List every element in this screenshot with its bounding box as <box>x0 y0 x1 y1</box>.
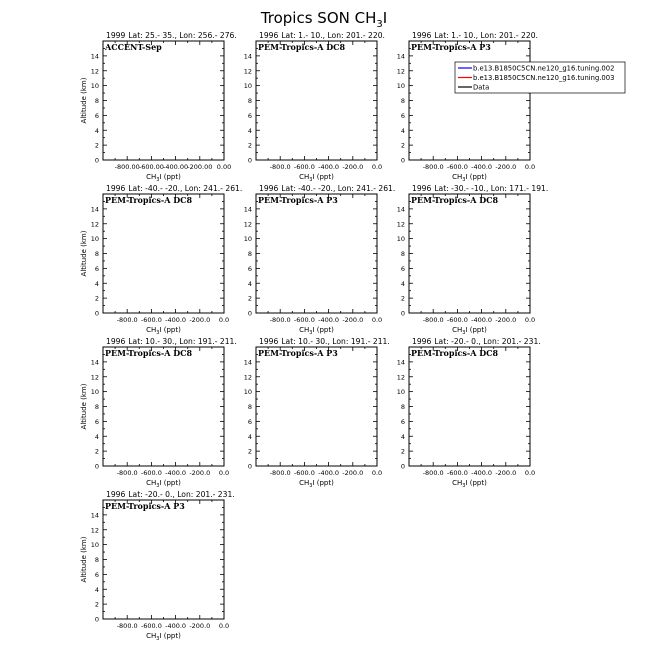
y-tick-label: 8 <box>247 97 252 105</box>
x-tick-label: -400.0 <box>471 469 493 477</box>
panel-region: Lat: -20.- 0., Lon: 201.- 231. <box>434 337 541 346</box>
panel-8 <box>244 337 390 489</box>
y-tick-label: 10 <box>90 388 99 397</box>
x-tick-label: -600.0 <box>446 316 468 324</box>
panel-year: 1996 <box>412 337 432 346</box>
y-tick-label: 2 <box>94 294 99 303</box>
y-axis-label: Altitude (km) <box>80 383 88 430</box>
x-tick-label: -800.0 <box>116 469 138 477</box>
y-tick-label: 2 <box>94 600 99 609</box>
y-tick-label: 12 <box>243 373 252 382</box>
y-tick-label: 6 <box>400 111 405 120</box>
y-tick-label: 10 <box>396 82 405 91</box>
y-tick-label: 4 <box>247 126 252 135</box>
x-tick-label: -800.0 <box>269 163 291 171</box>
x-tick-label: -800.0 <box>422 316 444 324</box>
y-tick-label: 8 <box>94 403 99 411</box>
panel-region: Lat: -20.- 0., Lon: 201.- 231. <box>128 490 235 499</box>
panel-header <box>412 31 538 40</box>
x-tick-label: -400.0 <box>318 316 340 324</box>
legend-entry: b.e13.B1850C5CN.ne120_g16.tuning.003 <box>473 74 615 82</box>
y-tick-label: 4 <box>247 279 252 288</box>
y-tick-label: 8 <box>94 250 99 258</box>
campaign-label: PEM-Tropics-A DC8 <box>105 348 193 358</box>
y-tick-label: 8 <box>247 250 252 258</box>
x-tick-label: 0.0 <box>218 469 230 477</box>
y-tick-label: 12 <box>396 67 405 76</box>
panel-header <box>412 337 541 346</box>
plot-frame <box>256 347 377 466</box>
plot-frame <box>409 194 530 313</box>
campaign-label: PEM-Tropics-A P3 <box>258 195 338 205</box>
y-tick-label: 10 <box>243 82 252 91</box>
legend-entry: b.e13.B1850C5CN.ne120_g16.tuning.002 <box>473 64 615 73</box>
x-axis-label: $CH_3I$ (ppt) <box>146 326 181 336</box>
figure-title: Tropics SON $CH_3I$ <box>260 9 388 30</box>
x-axis-label: $CH_3I$ (ppt) <box>452 173 487 183</box>
campaign-label: PEM-Tropics-A P3 <box>411 42 491 52</box>
y-tick-label: 2 <box>247 141 252 150</box>
panel-header <box>106 490 235 499</box>
x-tick-label: -600.0 <box>446 163 468 171</box>
y-tick-label: 14 <box>90 205 99 214</box>
panel-year: 1996 <box>412 184 432 193</box>
legend-entry: Data <box>473 83 490 92</box>
x-tick-label: 0.0 <box>524 316 536 324</box>
y-tick-label: 2 <box>400 294 405 303</box>
y-axis-label: Altitude (km) <box>80 77 88 124</box>
y-tick-label: 10 <box>90 235 99 244</box>
y-tick-label: 4 <box>400 126 405 135</box>
y-tick-label: 12 <box>396 373 405 382</box>
x-tick-label: -400.0 <box>318 469 340 477</box>
y-tick-label: 6 <box>94 111 99 120</box>
y-tick-label: 14 <box>243 205 252 214</box>
y-axis-label: Altitude (km) <box>80 536 88 583</box>
y-tick-label: 0 <box>400 462 405 471</box>
panel-year: 1996 <box>259 31 279 40</box>
y-tick-label: 2 <box>247 294 252 303</box>
y-tick-label: 8 <box>400 403 405 411</box>
y-tick-label: 14 <box>243 52 252 61</box>
y-tick-label: 14 <box>90 52 99 61</box>
x-tick-label: -800.0 <box>116 622 138 630</box>
y-tick-label: 6 <box>400 417 405 426</box>
x-tick-label: -400.0 <box>471 316 493 324</box>
panel-year: 1996 <box>106 490 126 499</box>
panel-header <box>259 31 385 40</box>
x-tick-label: 0.0 <box>371 469 383 477</box>
x-tick-label: 0.0 <box>524 163 536 171</box>
x-tick-label: 0.00 <box>216 163 232 171</box>
y-tick-label: 2 <box>400 141 405 150</box>
x-tick-label: -200.0 <box>495 163 517 171</box>
y-tick-label: 12 <box>396 220 405 229</box>
panel-region: Lat: 10.- 30., Lon: 191.- 211. <box>281 337 390 346</box>
x-tick-label: -200.0 <box>342 316 364 324</box>
y-tick-label: 6 <box>400 264 405 273</box>
y-tick-label: 10 <box>90 82 99 91</box>
x-axis-label: $CH_3I$ (ppt) <box>146 173 181 183</box>
panel-header <box>106 337 237 346</box>
x-tick-label: -600.00 <box>138 163 164 171</box>
y-tick-label: 0 <box>94 309 99 318</box>
campaign-label: PEM-Tropics-A DC8 <box>105 195 193 205</box>
y-tick-label: 4 <box>400 432 405 441</box>
x-tick-label: -200.0 <box>495 469 517 477</box>
x-tick-label: -600.0 <box>446 469 468 477</box>
y-tick-label: 8 <box>400 97 405 105</box>
y-tick-label: 14 <box>243 358 252 367</box>
x-tick-label: -200.00 <box>187 163 213 171</box>
y-tick-label: 6 <box>94 264 99 273</box>
y-tick-label: 8 <box>247 403 252 411</box>
x-tick-label: -600.0 <box>293 469 315 477</box>
plot-frame <box>103 347 224 466</box>
panel-year: 1996 <box>106 184 126 193</box>
plot-frame <box>256 41 377 160</box>
y-tick-label: 8 <box>94 556 99 564</box>
panel-year: 1996 <box>259 337 279 346</box>
plot-frame <box>409 41 530 160</box>
panel-1 <box>80 31 237 183</box>
x-tick-label: -600.0 <box>293 163 315 171</box>
y-tick-label: 6 <box>247 264 252 273</box>
y-tick-label: 4 <box>400 279 405 288</box>
panel-region: Lat: -40.- -20., Lon: 241.- 261. <box>128 184 243 193</box>
x-axis-label: $CH_3I$ (ppt) <box>299 173 334 183</box>
campaign-label: PEM-Tropics-A P3 <box>105 501 185 511</box>
y-tick-label: 12 <box>90 220 99 229</box>
x-tick-label: -200.0 <box>495 316 517 324</box>
x-axis-label: $CH_3I$ (ppt) <box>146 632 181 642</box>
campaign-label: ACCENT-Sep <box>105 42 162 52</box>
panel-region: Lat: 1.- 10., Lon: 201.- 220. <box>281 31 385 40</box>
legend <box>455 62 625 93</box>
x-tick-label: -400.0 <box>165 469 187 477</box>
x-tick-label: -400.0 <box>318 163 340 171</box>
panel-9 <box>397 337 541 489</box>
panel-region: Lat: 1.- 10., Lon: 201.- 220. <box>434 31 538 40</box>
y-tick-label: 12 <box>243 220 252 229</box>
x-axis-label: $CH_3I$ (ppt) <box>299 326 334 336</box>
y-tick-label: 12 <box>243 67 252 76</box>
panel-year: 1996 <box>106 337 126 346</box>
y-tick-label: 6 <box>94 417 99 426</box>
campaign-label: PEM-Tropics-A P3 <box>258 348 338 358</box>
y-tick-label: 0 <box>247 156 252 165</box>
x-tick-label: -400.0 <box>471 163 493 171</box>
x-tick-label: -200.0 <box>189 622 211 630</box>
panel-header <box>106 184 242 193</box>
x-tick-label: -800.0 <box>422 469 444 477</box>
y-tick-label: 14 <box>90 358 99 367</box>
y-tick-label: 2 <box>94 141 99 150</box>
campaign-label: PEM-Tropics-A DC8 <box>411 348 499 358</box>
x-tick-label: -600.0 <box>140 316 162 324</box>
plot-frame <box>103 194 224 313</box>
panel-region: Lat: -30.- -10., Lon: 171.- 191. <box>434 184 549 193</box>
y-tick-label: 0 <box>94 156 99 165</box>
y-tick-label: 6 <box>94 570 99 579</box>
x-tick-label: -600.0 <box>293 316 315 324</box>
y-tick-label: 4 <box>94 279 99 288</box>
panel-header <box>412 184 548 193</box>
campaign-label: PEM-Tropics-A DC8 <box>258 42 346 52</box>
panel-header <box>259 337 390 346</box>
x-tick-label: -400.0 <box>165 316 187 324</box>
x-tick-label: 0.0 <box>218 622 230 630</box>
y-tick-label: 6 <box>247 111 252 120</box>
y-tick-label: 0 <box>247 462 252 471</box>
y-tick-label: 10 <box>243 388 252 397</box>
panel-header <box>106 31 237 40</box>
y-tick-label: 4 <box>94 585 99 594</box>
panel-4 <box>80 184 242 336</box>
panel-region: Lat: 10.- 30., Lon: 191.- 211. <box>128 337 237 346</box>
panel-7 <box>80 337 237 489</box>
y-tick-label: 12 <box>90 67 99 76</box>
y-tick-label: 14 <box>396 205 405 214</box>
panel-grid <box>80 31 548 642</box>
y-axis-label: Altitude (km) <box>80 230 88 277</box>
y-tick-label: 8 <box>94 97 99 105</box>
x-tick-label: -400.00 <box>163 163 189 171</box>
x-tick-label: 0.0 <box>371 316 383 324</box>
x-tick-label: 0.0 <box>371 163 383 171</box>
y-tick-label: 0 <box>247 309 252 318</box>
x-tick-label: -600.0 <box>140 622 162 630</box>
panel-region: Lat: 25.- 35., Lon: 256.- 276. <box>128 31 237 40</box>
panel-10 <box>80 490 235 642</box>
y-tick-label: 8 <box>400 250 405 258</box>
plot-frame <box>256 194 377 313</box>
y-tick-label: 10 <box>396 235 405 244</box>
panel-region: Lat: -40.- -20., Lon: 241.- 261. <box>281 184 396 193</box>
y-tick-label: 6 <box>247 417 252 426</box>
x-tick-label: 0.0 <box>218 316 230 324</box>
panel-5 <box>244 184 396 336</box>
x-tick-label: -800.0 <box>422 163 444 171</box>
y-tick-label: 0 <box>94 462 99 471</box>
panel-6 <box>397 184 549 336</box>
y-tick-label: 12 <box>90 373 99 382</box>
x-tick-label: -800.0 <box>269 469 291 477</box>
y-tick-label: 14 <box>396 52 405 61</box>
y-tick-label: 14 <box>90 511 99 520</box>
x-tick-label: 0.0 <box>524 469 536 477</box>
x-tick-label: -400.0 <box>165 622 187 630</box>
x-tick-label: -800.0 <box>116 316 138 324</box>
x-tick-label: -800.0 <box>269 316 291 324</box>
y-tick-label: 2 <box>247 447 252 456</box>
x-tick-label: -200.0 <box>189 316 211 324</box>
panel-year: 1999 <box>106 31 126 40</box>
x-tick-label: -800.00 <box>114 163 140 171</box>
plot-frame <box>409 347 530 466</box>
x-axis-label: $CH_3I$ (ppt) <box>146 479 181 489</box>
y-tick-label: 14 <box>396 358 405 367</box>
campaign-label: PEM-Tropics-A DC8 <box>411 195 499 205</box>
y-tick-label: 10 <box>90 541 99 550</box>
x-tick-label: -600.0 <box>140 469 162 477</box>
y-tick-label: 2 <box>94 447 99 456</box>
panel-year: 1996 <box>412 31 432 40</box>
y-tick-label: 12 <box>90 526 99 535</box>
panel-2 <box>244 31 385 183</box>
y-tick-label: 10 <box>243 235 252 244</box>
x-axis-label: $CH_3I$ (ppt) <box>452 326 487 336</box>
y-tick-label: 10 <box>396 388 405 397</box>
panel-header <box>259 184 395 193</box>
panel-3 <box>397 31 538 183</box>
y-tick-label: 0 <box>400 309 405 318</box>
x-tick-label: -200.0 <box>342 163 364 171</box>
plot-frame <box>103 500 224 619</box>
panel-year: 1996 <box>259 184 279 193</box>
y-tick-label: 4 <box>94 126 99 135</box>
y-tick-label: 4 <box>247 432 252 441</box>
x-tick-label: -200.0 <box>189 469 211 477</box>
y-tick-label: 2 <box>400 447 405 456</box>
x-tick-label: -200.0 <box>342 469 364 477</box>
y-tick-label: 4 <box>94 432 99 441</box>
plot-frame <box>103 41 224 160</box>
x-axis-label: $CH_3I$ (ppt) <box>299 479 334 489</box>
y-tick-label: 0 <box>94 615 99 624</box>
y-tick-label: 0 <box>400 156 405 165</box>
x-axis-label: $CH_3I$ (ppt) <box>452 479 487 489</box>
